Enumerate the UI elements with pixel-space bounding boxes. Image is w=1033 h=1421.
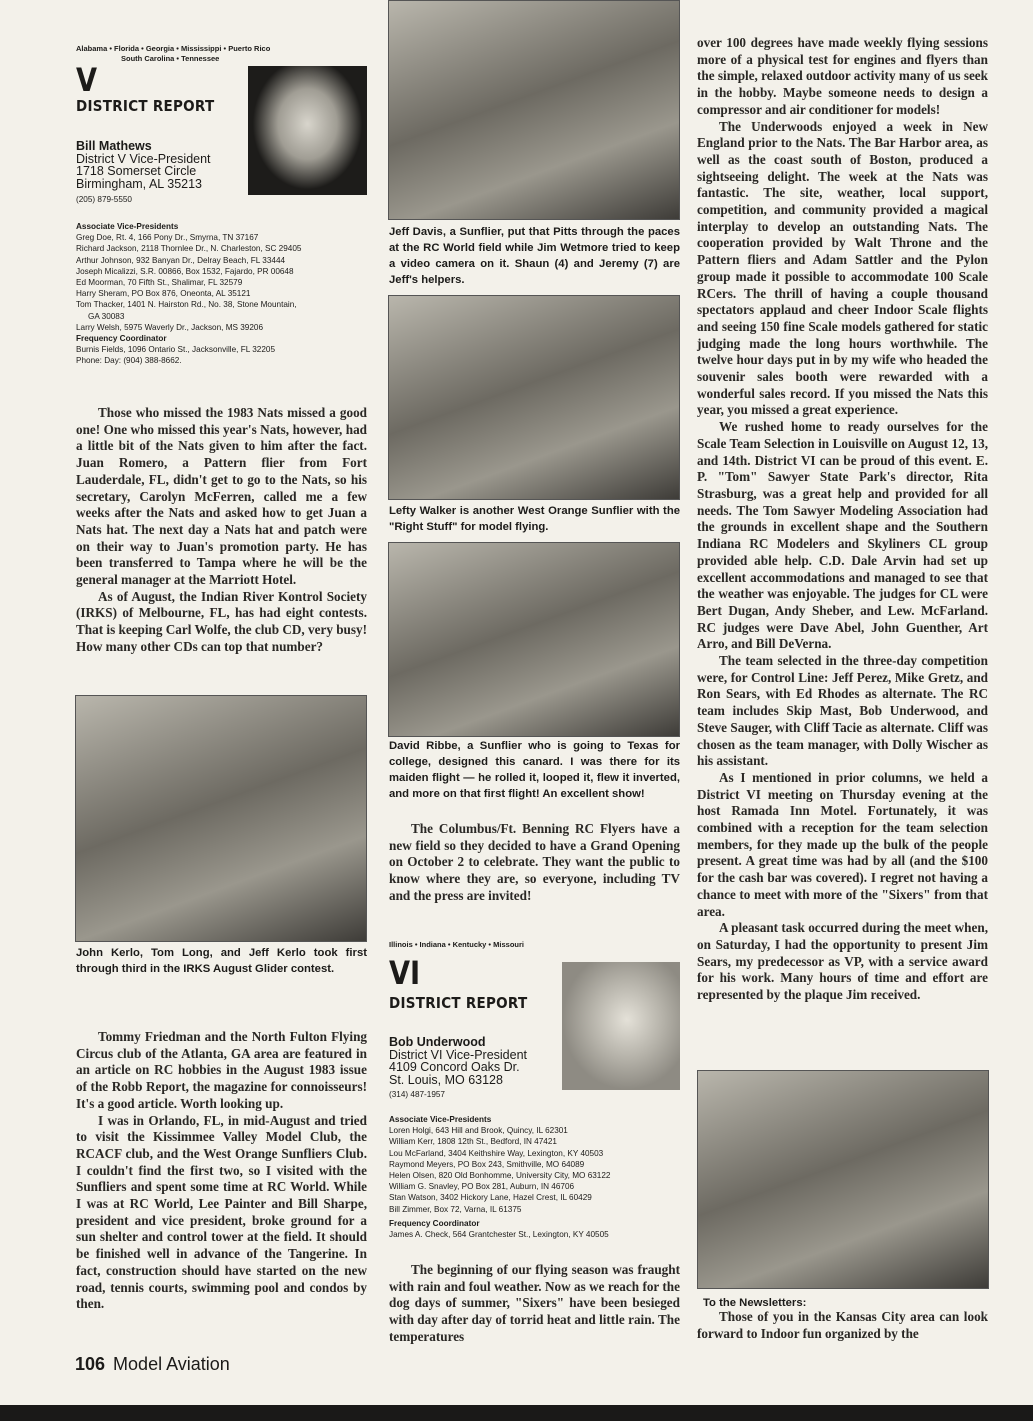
associate-item: GA 30083 <box>88 311 125 321</box>
vp-address: Birmingham, AL 35213 <box>76 176 203 191</box>
associate-vps <box>389 1114 684 1240</box>
associate-item: Raymond Meyers, PO Box 243, Smithville, MO 64089 <box>389 1159 585 1169</box>
vp-phone: (205) 879-5550 <box>76 195 132 204</box>
paragraph: The beginning of our flying season was fraught with rain and foul weather. Now as we reach for the dog days of summer, "Sixers" have been besieged with day after day of torrid heat and little rain. The temperatures <box>389 1262 680 1344</box>
associate-item: Tom Thacker, 1401 N. Hairston Rd., No. 38, Stone Mountain, <box>76 300 297 310</box>
states-line: Alabama • Florida • Georgia • Mississippi • Puerto Rico <box>76 44 271 53</box>
paragraph: A pleasant task occurred during the meet when, on Saturday, I had the opportunity to present Jim Sears, my predecessor as VP, with a service award for his work. Many hours of time and effort are represented by the plaque Jim received. <box>697 920 988 1003</box>
freq-heading: Frequency Coordinator <box>389 1218 480 1228</box>
article-right <box>697 35 988 1004</box>
newsletters-heading: To the Newsletters: <box>703 1297 807 1309</box>
photo-canard <box>388 542 680 737</box>
freq-heading: Frequency Coordinator <box>76 334 167 344</box>
district-v-states <box>76 44 270 64</box>
photo-pitts <box>388 0 680 220</box>
paragraph: We rushed home to ready ourselves for the Scale Team Selection in Louisville on August 12, 13, and 14th. District VI can be proud of this event. E. P. "Tom" Sawyer State Park's director, Rita Strasburg, was a great help and provided for all needs. The Tom Sawyer Modeling Association had the grounds in excellent shape and the Southern Indiana RC Modelers and Skyliners CL group provided able help. C.D. Dale Arvin had set up excellent accommodations and managed to see that the weather was enjoyable. The judges for CL were Bert Dugan, Andy Sheber, and Lew. McFarland. RC judges were Dave Abel, John Guenther, Art Arro, and Bill DeVerna. <box>697 419 988 652</box>
associate-item: Arthur Johnson, 932 Banyan Dr., Delray Beach, FL 33444 <box>76 255 286 265</box>
vp-address: 1718 Somerset Circle <box>76 164 197 178</box>
associate-item: Harry Sheram, PO Box 876, Oneonta, AL 35121 <box>76 289 251 299</box>
paragraph: As I mentioned in prior columns, we held a District VI meeting on Thursday evening at the host Ramada Inn Motel. Fortunately, it was combined with a reception for the team selection members, for they made up the bulk of the people present. A great time was had by all (and the $100 for the cash bar was covered). I regret not having a chance to meet with more of the "Sixers" from that area. <box>697 769 988 919</box>
photo-glider-contest <box>75 695 367 942</box>
photo-service-award <box>697 1070 989 1289</box>
associate-item: Loren Holgi, 643 Hill and Brook, Quincy, IL 62301 <box>389 1126 568 1136</box>
associate-item: Ed Moorman, 70 Fifth St., Shalimar, FL 32579 <box>76 278 243 288</box>
freq-line: Burnis Fields, 1096 Ontario St., Jacksonville, FL 32205 <box>76 345 276 355</box>
district-title: DISTRICT REPORT <box>76 97 215 115</box>
article-left-2 <box>76 1029 367 1313</box>
associates-heading: Associate Vice-Presidents <box>389 1115 492 1124</box>
page-number: 106 <box>75 1354 106 1374</box>
associate-item: Bill Zimmer, Box 72, Varna, IL 61375 <box>389 1204 522 1214</box>
associate-item: Larry Welsh, 5975 Waverly Dr., Jackson, MS 39206 <box>76 322 264 332</box>
associate-item: Stan Watson, 3402 Hickory Lane, Hazel Crest, IL 60429 <box>389 1193 592 1203</box>
vp-role: District V Vice-President <box>76 151 211 166</box>
portrait-bob-underwood <box>562 962 680 1090</box>
vp-address: St. Louis, MO 63128 <box>389 1072 503 1087</box>
paragraph: I was in Orlando, FL, in mid-August and tried to visit the Kissimmee Valley Model Club, the RCACF club, and the West Orange Sunfliers Club. I couldn't find the first two, so I visited with the Sunfliers and spent some time at RC World. While I was at RC World, Lee Painter and Bill Sharpe, president and vice president, broke ground for a sun shelter and control tower at the field. It should be finished well in advance of the Tangerine. In fact, construction should have started on the new road, tennis courts, swimming pool and condos by then. <box>76 1112 367 1312</box>
district-number: V <box>76 61 98 99</box>
caption-lefty: Lefty Walker is another West Orange Sunflier with the "Right Stuff" for model flying. <box>389 505 680 533</box>
vp-address: 4109 Concord Oaks Dr. <box>389 1060 520 1074</box>
caption-glider: John Kerlo, Tom Long, and Jeff Kerlo took first through third in the IRKS August Glider contest. <box>76 947 367 975</box>
associate-vps <box>76 221 376 367</box>
freq-line: James A. Check, 564 Grantchester St., Lexington, KY 40505 <box>389 1230 609 1240</box>
states-line: South Carolina • Tennessee <box>121 54 220 63</box>
article-right-2 <box>697 1309 988 1342</box>
article-middle-2 <box>389 1262 680 1346</box>
paragraph: Those who missed the 1983 Nats missed a good one! One who missed this year's Nats, however, had a little bit of the Nats given to him after the fact. Juan Romero, a Pattern flier from Fort Lauderdale, FL, didn't get to go to the Nats, so his secretary, Carolyn McFerren, called me a few weeks after the Nats and asked how to get Juan a Nats hat. The next day a Nats hat and patch were on their way to Juan's promotion party. He has been transferred to Tampa where he will be the general manager at the Marriott Hotel. <box>76 405 367 588</box>
district-number: VI <box>389 954 421 992</box>
associate-item: Lou McFarland, 3404 Keithshire Way, Lexington, KY 40503 <box>389 1148 604 1158</box>
paragraph: Tommy Friedman and the North Fulton Flying Circus club of the Atlanta, GA area are featured in an article on RC hobbies in the August 1983 issue of the Robb Report, the magazine for connoisseurs! It's a good article. Worth looking up. <box>76 1029 367 1111</box>
associate-item: Greg Doe, Rt. 4, 166 Pony Dr., Smyrna, TN 37167 <box>76 233 259 243</box>
scan-edge <box>0 1405 1033 1421</box>
paragraph: The Underwoods enjoyed a week in New England prior to the Nats. The Bar Harbor area, as well as the coast south of Boston, produced a sightseeing delight. The week at the Nats was fantastic. The site, weather, local support, competition, and community provided a magical interplay to develop an outstanding Nats. The cooperation provided by Walt Throne and the Pattern fliers and Adam Sattler and the Pylon group made it possible to accommodate 100 Scale RCers. The thrill of having a couple thousand spectators applaud and cheer Indoor Scale flights and seeing 150 fine Scale models gathered for static judging made the long hours worthwhile. The twelve hour days put in by my wife who headed the souvenir sales booth were rewarded with a wonderful sales record. If you missed the Nats this year, you missed a great experience. <box>697 118 988 418</box>
paragraph: The team selected in the three-day competition were, for Control Line: Jeff Perez, Mike Gretz, and Ron Sears, with Ed Rhodes as alternate. The RC team includes Skip Mast, Bob Underwood, and Steve Sauger, with Cliff Tacie as alternate. Cliff was chosen as the team manager, with Dolly Wischer as his assistant. <box>697 653 988 769</box>
associate-item: William Kerr, 1808 12th St., Bedford, IN 47421 <box>389 1137 557 1147</box>
paragraph: The Columbus/Ft. Benning RC Flyers have a new field so they decided to have a Grand Opening on October 2 to celebrate. They want the public to know where they are, so everyone, including TV and the press are invited! <box>389 821 680 903</box>
paragraph: Those of you in the Kansas City area can look forward to Indoor fun organized by the <box>697 1309 988 1341</box>
paragraph: over 100 degrees have made weekly flying sessions more of a physical test for engines and flyers than the simple, relaxed outdoor activity many of us seek in the hobby. Maybe someone needs to design a compressor and air conditioner for models! <box>697 35 988 117</box>
associate-item: William G. Snavley, PO Box 281, Auburn, IN 46706 <box>389 1182 575 1192</box>
vp-name: Bob Underwood <box>389 1035 486 1049</box>
vp-role: District VI Vice-President <box>389 1047 528 1062</box>
portrait-bill-mathews <box>248 66 367 195</box>
associate-item: Helen Olsen, 820 Old Bonhomme, University City, MO 63122 <box>389 1171 611 1181</box>
district-vi-states: Illinois • Indiana • Kentucky • Missouri <box>389 940 524 949</box>
magazine-name: Model Aviation <box>113 1354 230 1374</box>
article-left-1 <box>76 405 367 656</box>
vp-contact <box>389 1036 564 1100</box>
caption-pitts: Jeff Davis, a Sunflier, put that Pitts through the paces at the RC World field while Jim Wetmore tried to keep a video camera on it. Shaun (4) and Jeremy (7) are Jeff's helpers. <box>389 226 680 286</box>
paragraph: As of August, the Indian River Kontrol Society (IRKS) of Melbourne, FL, has had eight contests. That is keeping Carl Wolfe, the club CD, very busy! How many other CDs can top that number? <box>76 588 367 654</box>
associate-item: Richard Jackson, 2118 Thornlee Dr., N. Charleston, SC 29405 <box>76 244 302 254</box>
article-middle-1 <box>389 821 680 905</box>
page-footer <box>75 1354 230 1375</box>
associates-heading: Associate Vice-Presidents <box>76 222 179 231</box>
vp-phone: (314) 487-1957 <box>389 1090 445 1099</box>
freq-line: Phone: Day: (904) 388-8662. <box>76 356 182 366</box>
caption-canard: David Ribbe, a Sunflier who is going to Texas for college, designed this canard. I was there for its maiden flight — he rolled it, looped it, flew it inverted, and more on that first flight! An excellent show! <box>389 740 680 800</box>
vp-contact <box>76 140 246 205</box>
photo-lefty-walker <box>388 295 680 500</box>
district-title: DISTRICT REPORT <box>389 994 528 1012</box>
associate-item: Joseph Micalizzi, S.R. 00866, Box 1532, Fajardo, PR 00648 <box>76 266 294 276</box>
vp-name: Bill Mathews <box>76 139 152 153</box>
